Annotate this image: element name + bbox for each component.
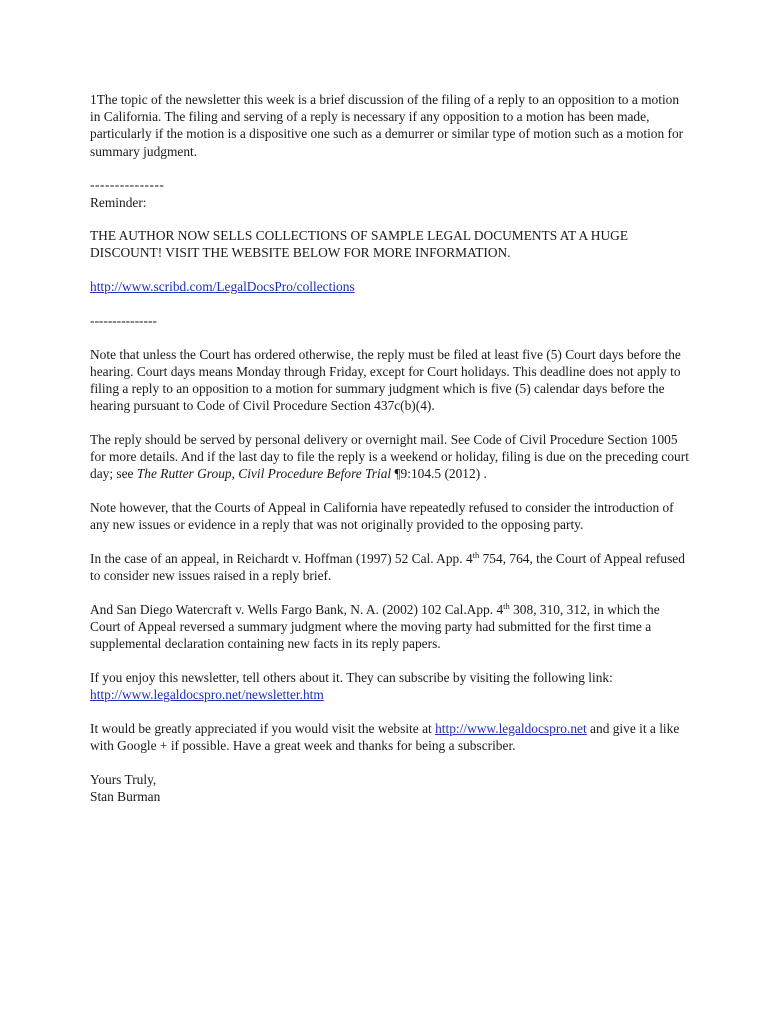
subscribe-paragraph: [90, 669, 690, 703]
reichardt-paragraph: [90, 550, 690, 584]
service-text-start: The reply should be served by personal delivery or overnight mail. See Code of Civil Procedure Section 1005 for more details. And if the last day to file the reply is a weekend or holiday, filing is due on the preceding court day; see: [90, 431, 689, 482]
reminder-body: THE AUTHOR NOW SELLS COLLECTIONS OF SAMPLE LEGAL DOCUMENTS AT A HUGE DISCOUNT! VISIT THE WEBSITE BELOW FOR MORE INFORMATION.: [90, 228, 628, 261]
san-diego-text-end: 308, 310, 312, in which the Court of Appeal reversed a summary judgment where the moving party had submitted for the first time a supplemental declaration containing new facts in its reply papers.: [90, 601, 660, 652]
service-text-end: ¶9:104.5 (2012) .: [391, 466, 487, 482]
new-issues-paragraph: Note however, that the Courts of Appeal in California have repeatedly refused to consider the introduction of any new issues or evidence in a reply that was not originally provided to the opposing party.: [90, 499, 674, 533]
reichardt-text-end: 754, 764, the Court of Appeal refused to consider new issues raised in a reply brief.: [90, 550, 685, 584]
rutter-group-citation: The Rutter Group, Civil Procedure Before Trial: [136, 466, 392, 482]
newsletter-page: [90, 91, 690, 805]
separator-line-2: ---------------: [90, 312, 157, 328]
service-paragraph: [90, 431, 690, 483]
website-text-start: It would be greatly appreciated if you would visit the website at: [90, 720, 436, 736]
reichardt-superscript: th: [472, 549, 480, 560]
website-text-end: and give it a like with Google + if possible. Have a great week and thanks for being a subscriber.: [90, 720, 680, 753]
subscribe-text: If you enjoy this newsletter, tell others about it. They can subscribe by visiting the following link:: [90, 669, 613, 685]
website-link[interactable]: http://www.legaldocspro.net: [435, 720, 587, 736]
san-diego-paragraph: [90, 601, 690, 653]
deadline-paragraph: Note that unless the Court has ordered otherwise, the reply must be filed at least five (5) Court days before the hearing. Court days means Monday through Friday, except for Court holidays. This deadline does not apply to filing a reply to an opposition to a motion for summary judgment which is five (5) calendar days before the hearing pursuant to Code of Civil Procedure Section 437c(b)(4).: [90, 346, 681, 414]
signature-name: Stan Burman: [90, 788, 161, 804]
collections-link-line: [90, 278, 690, 295]
intro-paragraph: 1The topic of the newsletter this week is a brief discussion of the filing of a reply to an opposition to a motion in California. The filing and serving of a reply is necessary if any opposition to a motion has been made, particularly if the motion is a dispositive one such as a demurrer or similar type of motion such as a motion for summary judgment.: [90, 92, 684, 159]
reichardt-text-start: In the case of an appeal, in Reichardt v. Hoffman (1997) 52 Cal. App. 4: [90, 550, 473, 566]
reminder-label: Reminder:: [90, 194, 147, 210]
signature-closing: Yours Truly,: [90, 771, 157, 787]
san-diego-text-start: And San Diego Watercraft v. Wells Fargo Bank, N. A. (2002) 102 Cal.App. 4: [90, 601, 504, 617]
collections-link[interactable]: http://www.scribd.com/LegalDocsPro/collections: [90, 279, 355, 295]
san-diego-superscript: th: [503, 600, 510, 611]
separator-line: ---------------: [90, 177, 165, 193]
website-paragraph: [90, 720, 690, 754]
newsletter-link[interactable]: http://www.legaldocspro.net/newsletter.htm: [90, 687, 324, 703]
